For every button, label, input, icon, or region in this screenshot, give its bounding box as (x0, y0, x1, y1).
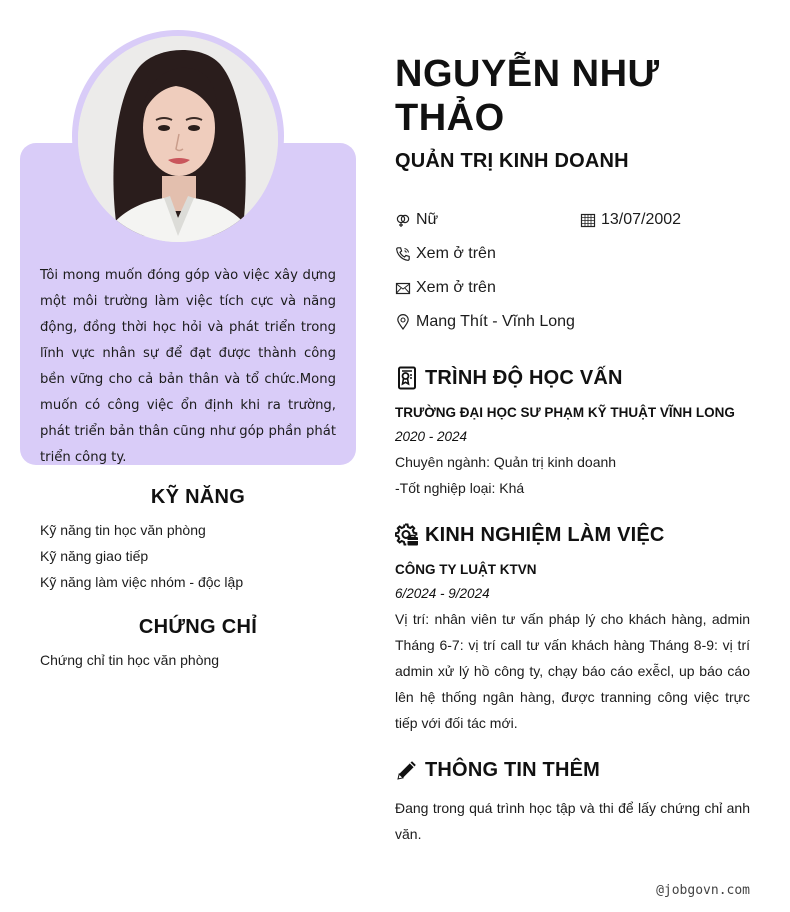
education-heading-label: TRÌNH ĐỘ HỌC VẤN (425, 366, 623, 389)
email-value: Xem ở trên (416, 279, 496, 296)
certificates-list (40, 647, 360, 673)
experience-heading (395, 523, 665, 547)
additional-info-heading (395, 758, 600, 782)
education-period: 2020 - 2024 (395, 429, 468, 444)
phone-icon (395, 246, 411, 262)
envelope-icon (395, 280, 411, 296)
phone-row (395, 245, 496, 263)
gender-row (395, 211, 438, 229)
school-name: TRƯỜNG ĐẠI HỌC SƯ PHẠM KỸ THUẬT VĨNH LONG (395, 405, 735, 420)
email-row (395, 279, 496, 297)
avatar (78, 36, 278, 242)
career-objective-text: Tôi mong muốn đóng góp vào việc xây dựng một môi trường làm việc tích cực và năng động, đồng thời học hỏi và phát triển trong lĩnh vực nhân sự để đạt được thành công bền vững cho cả bản thân và tổ chức.Mong muốn có công việc ổn định khi ra trường, phát triển bản thân cũng như góp phần phát triển công ty. (40, 268, 336, 465)
additional-info-heading-label: THÔNG TIN THÊM (425, 758, 601, 781)
certificates-heading: CHỨNG CHỈ (138, 616, 258, 638)
gear-briefcase-icon (395, 523, 419, 547)
list-item: Chứng chỉ tin học văn phòng (40, 652, 220, 668)
education-major: Chuyên ngành: Quản trị kinh doanh (395, 454, 617, 470)
education-details (395, 449, 750, 501)
birthday-row (580, 211, 681, 229)
company-name: CÔNG TY LUẬT KTVN (395, 562, 537, 577)
certificate-icon (395, 366, 419, 390)
list-item: Kỹ năng làm việc nhóm - độc lập (40, 574, 244, 590)
gender-icon (395, 212, 411, 228)
list-item: Kỹ năng tin học văn phòng (40, 522, 206, 538)
candidate-name-line2: THẢO (395, 97, 505, 139)
gender-value: Nữ (416, 211, 439, 228)
candidate-name-line1: NGUYỄN NHƯ (395, 53, 660, 95)
list-item: Kỹ năng giao tiếp (40, 548, 149, 564)
additional-info-text: Đang trong quá trình học tập và thi để lấy chứng chỉ anh văn. (395, 800, 750, 842)
experience-description: Vị trí: nhân viên tư vấn pháp lý cho khách hàng, admin Tháng 6-7: vị trí call tư vấn khách hàng Tháng 8-9: vị trí admin xử lý hồ công ty, chạy báo cáo exễcl, up báo cáo lên hệ thống ngân hàng, được tranning công việc trực tiếp với đối tác mới. (395, 611, 750, 731)
candidate-name (395, 52, 765, 140)
experience-period: 6/2024 - 9/2024 (395, 586, 490, 601)
education-grade: -Tốt nghiệp loại: Khá (395, 480, 525, 496)
calendar-icon (580, 212, 596, 228)
footer-watermark: @jobgovn.com (656, 883, 750, 898)
birthday-value: 13/07/2002 (601, 211, 682, 228)
job-title: QUẢN TRỊ KINH DOANH (395, 150, 629, 172)
location-pin-icon (395, 314, 411, 330)
experience-heading-label: KINH NGHIỆM LÀM VIỆC (425, 523, 665, 546)
address-row (395, 313, 575, 331)
avatar-portrait-image (78, 36, 278, 242)
skills-list (40, 517, 360, 595)
pencil-icon (395, 758, 419, 782)
skills-heading: KỸ NĂNG (150, 486, 246, 508)
phone-value: Xem ở trên (416, 245, 496, 262)
education-heading (395, 366, 623, 390)
address-value: Mang Thít - Vĩnh Long (416, 313, 575, 330)
